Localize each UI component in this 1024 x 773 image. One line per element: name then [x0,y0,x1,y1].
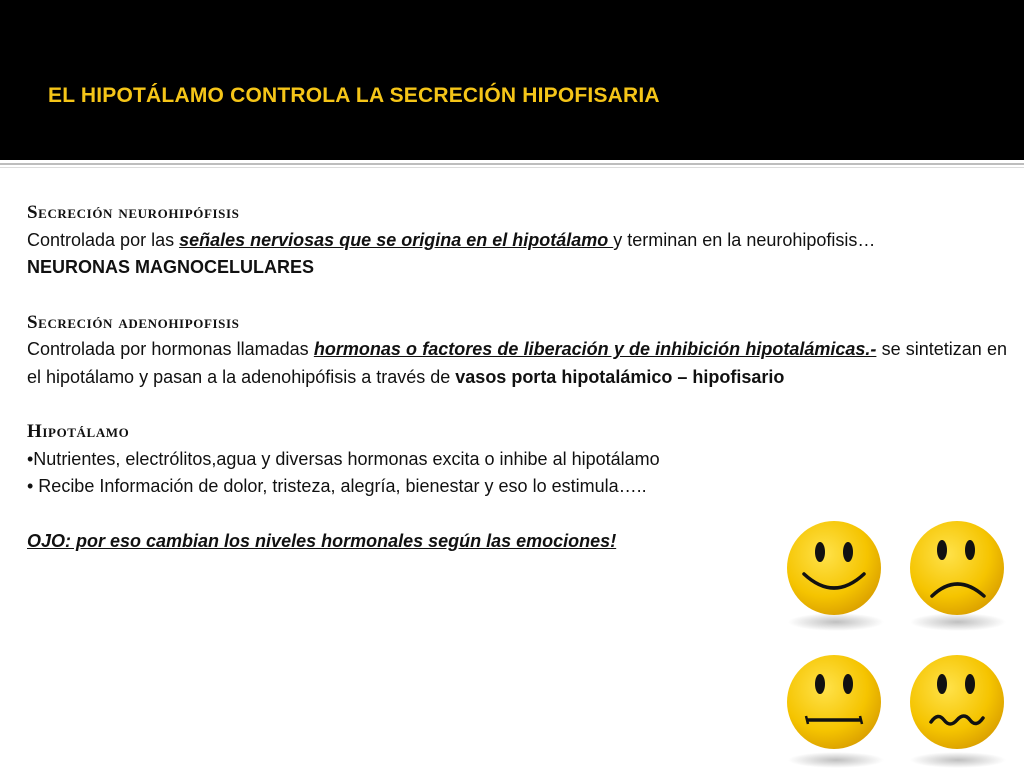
sad-face-icon [910,521,1006,631]
divider [0,163,1024,165]
worried-face-icon [910,655,1006,768]
slide-title: EL HIPOTÁLAMO CONTROLA LA SECRECIÓN HIPOFISARIA [48,84,660,107]
adeno-text-mid: se sintetizan en el hipotálamo y pasan a la adenohipófisis a través de [27,339,1007,387]
hipo-note: OJO: por eso cambian los niveles hormonales según las emociones! [27,530,617,551]
adeno-text-bold: vasos porta hipotalámico – hipofisario [455,366,785,387]
happy-face-icon [787,521,884,631]
heading-neurohipofisis: Secreción neurohipófisis [27,202,240,223]
neuro-text-post: y terminan en la neurohipofisis… [613,229,876,250]
neuro-text-emphasis: señales nerviosas que se origina en el hipotálamo [179,229,614,250]
slide-header [0,0,1024,160]
slide-body [27,199,1007,555]
neuro-text [27,227,1007,255]
neutral-face-icon [787,655,884,768]
divider-thin [0,167,1024,168]
hipo-bullet-2: • Recibe Información de dolor, tristeza, alegría, bienestar y eso lo estimula….. [27,476,647,496]
emotion-faces-image [774,510,1024,768]
adeno-text-pre: Controlada por hormonas llamadas [27,339,314,359]
neuro-text-pre: Controlada por las [27,229,180,250]
heading-adenohipofisis: Secreción adenohipofisis [27,311,240,333]
adeno-text-emphasis: hormonas o factores de liberación y de inhibición hipotalámicas.- [313,339,877,359]
adeno-text [27,336,1007,391]
neuro-neuronas: NEURONAS MAGNOCELULARES [27,257,315,277]
heading-hipotalamo: Hipotálamo [27,421,130,442]
hipo-bullet-1: •Nutrientes, electrólitos,agua y diversas hormonas excita o inhibe al hipotálamo [27,448,660,469]
